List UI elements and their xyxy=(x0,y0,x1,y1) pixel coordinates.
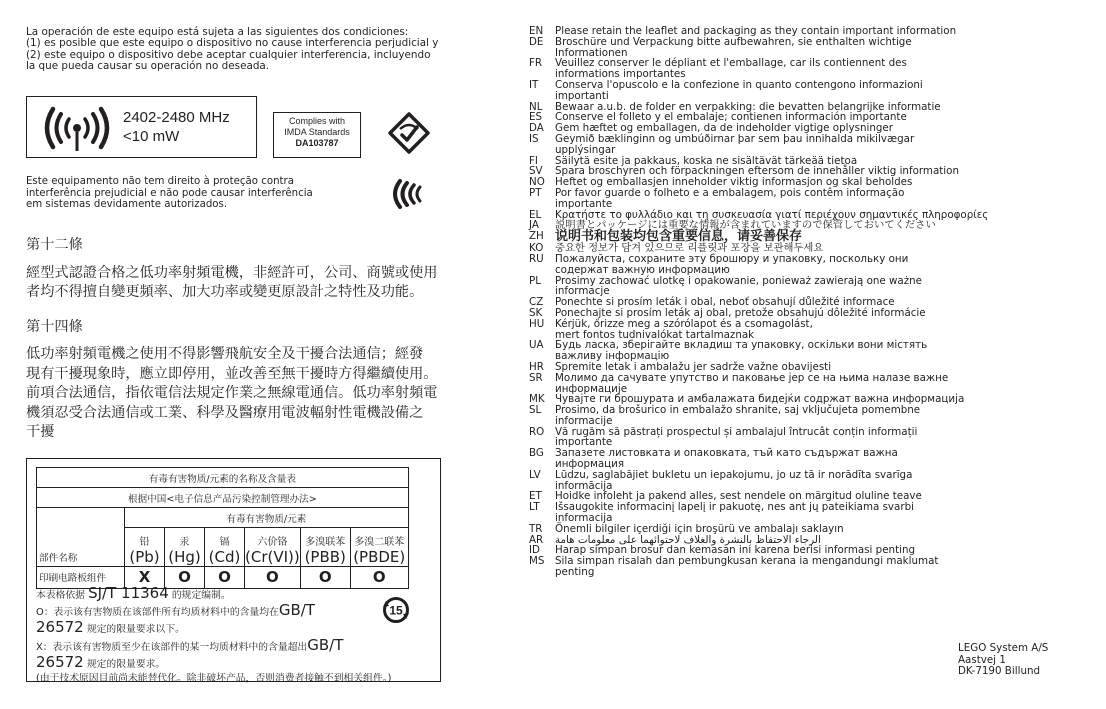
language-code: ES xyxy=(529,111,543,124)
language-text-line: 중요한 정보가 담겨 있으므로 리플릿과 포장을 보관해두세요 xyxy=(555,242,824,255)
substance-cn: 镉 xyxy=(219,536,230,548)
imda-compliance-label xyxy=(273,112,361,158)
language-entry xyxy=(529,470,969,492)
language-code: LT xyxy=(529,501,540,514)
substance-symbol: (Cd) xyxy=(208,547,241,566)
rf-label-box xyxy=(26,96,257,158)
language-text-line: penting xyxy=(555,566,595,579)
article-12-heading: 第十二條 xyxy=(26,237,83,253)
language-code: ID xyxy=(529,544,540,557)
language-code: LV xyxy=(529,468,541,481)
language-text xyxy=(555,37,969,59)
rohs-value: O xyxy=(205,566,245,588)
language-entry xyxy=(529,319,969,341)
note-text: 本表格依据 xyxy=(36,590,89,601)
notice-line: em sistemas devidamente autorizados. xyxy=(26,199,228,211)
paragraph-line: 機須忍受合法通信或工業、科學及醫療用電波輻射性電機設備之 xyxy=(26,404,424,421)
substance-cn: 多溴二联苯 xyxy=(354,536,405,548)
address-line: LEGO System A/S xyxy=(958,642,1049,654)
language-text xyxy=(555,448,969,470)
substance-header xyxy=(245,528,301,567)
rohs-note-footer: (由于技术原因目前尚未能替代化。除非破坏产品，否则消费者接触不到相关组件。) xyxy=(36,673,392,685)
article-14-heading: 第十四條 xyxy=(26,319,83,335)
language-text-line: Prosimo, da brošurico in embalažo shranite, saj vključujeta pomembne xyxy=(555,404,921,417)
language-text xyxy=(555,405,969,427)
substance-symbol: (Cr(VI)) xyxy=(245,547,300,566)
language-text xyxy=(555,134,969,156)
rohs-table xyxy=(36,467,409,589)
substance-header xyxy=(125,528,165,567)
standard-code: GB/T xyxy=(307,635,344,654)
rohs-group-header: 有毒有害物质/元素 xyxy=(125,508,409,528)
rohs-value: O xyxy=(350,566,408,588)
language-text-line: Пожалуйста, сохраните эту брошюру и упаковку, поскольку они xyxy=(555,252,909,265)
language-code: SR xyxy=(529,371,543,384)
language-text-line: الرجاء الاحتفاظ بالنشرة والغلاف لاحتوائهما على معلومات هامة xyxy=(555,533,821,546)
language-text-line: importanti xyxy=(555,89,609,102)
language-entry xyxy=(529,188,969,210)
paragraph-line: 者均不得擅自變更頻率、加大功率或變更原設計之特性及功能。 xyxy=(26,284,424,300)
substance-header xyxy=(300,528,350,567)
language-code: SL xyxy=(529,404,542,417)
substance-cn: 铅 xyxy=(139,536,150,548)
language-text-line: Hoidke infoleht ja pakend alles, sest nendele on märgitud oluline teave xyxy=(555,490,922,503)
language-text xyxy=(555,254,969,276)
language-text-line: Lūdzu, saglabājiet bukletu un iepakojumu, jo uz tā ir norādīta svarīga xyxy=(555,468,913,481)
language-text-line: Veuillez conserver le dépliant et l'emballage, car ils contiennent des xyxy=(555,57,907,70)
language-text-line: informacije xyxy=(555,414,613,427)
language-text-line: Spremite letak i ambalažu jer sadrže važne obavijesti xyxy=(555,360,832,373)
language-text-line: Please retain the leaflet and packaging as they contain important information xyxy=(555,25,957,37)
wireless-antenna-icon xyxy=(39,103,129,153)
language-text-line: Ponechajte si prosím leták aj obal, pretože obsahujú dôležité informácie xyxy=(555,306,926,319)
language-text xyxy=(555,340,969,362)
language-text xyxy=(555,188,969,210)
standard-code: GB/T xyxy=(278,601,315,620)
imda-line: IMDA Standards xyxy=(284,127,350,137)
language-code: SV xyxy=(529,165,543,178)
language-code: RO xyxy=(529,425,545,438)
language-code: AR xyxy=(529,533,544,546)
language-code: NL xyxy=(529,100,543,113)
note-text: 规定的限量要求以下。 xyxy=(83,624,185,636)
rf-power: <10 mW xyxy=(123,128,180,145)
language-text-line: Κρατήστε το φυλλάδιο και τη συσκευασία γιατί περιέχουν σημαντικές πληροφορίες xyxy=(555,208,989,221)
language-text-line: Bewaar a.u.b. de folder en verpakking: die bevatten belangrijke informatie xyxy=(555,100,941,113)
language-code: RU xyxy=(529,252,544,265)
language-notice-list xyxy=(529,25,989,579)
language-code: MS xyxy=(529,555,545,568)
notice-line: (1) es posible que este equipo o dispositivo no cause interferencia perjudicial y xyxy=(26,37,439,50)
language-entry xyxy=(529,448,969,470)
language-code: PT xyxy=(529,186,542,199)
language-text-line: Harap simpan brosur dan kemasan ini karena berisi informasi penting xyxy=(555,544,916,557)
language-text-line: Запазете листовката и опаковката, тъй като съдържат важна xyxy=(555,447,898,460)
language-text-line: informācija xyxy=(555,479,613,492)
language-text-line: информация xyxy=(555,458,625,471)
language-code: BG xyxy=(529,447,544,460)
notice-line: la que pueda causar su operación no deseada. xyxy=(26,60,270,73)
language-text-line: Vă rugăm să păstrați prospectul și ambalajul întrucât conțin informații xyxy=(555,425,918,438)
environmental-use-period-icon xyxy=(381,595,411,625)
language-code: NO xyxy=(529,176,545,189)
paragraph-line: 現有干擾現象時，應立即停用，並改善至無干擾時方得繼續使用。 xyxy=(26,365,438,382)
language-code: MK xyxy=(529,393,545,406)
language-text-line: Por favor guarde o folheto e a embalagem, pois contêm informação xyxy=(555,186,905,199)
substance-cn: 多溴联苯 xyxy=(305,536,346,548)
language-text-line: mert fontos tudnivalókat tartalmaznak xyxy=(555,328,755,341)
language-code: HU xyxy=(529,317,545,330)
language-entry xyxy=(529,254,969,276)
rohs-value: O xyxy=(245,566,301,588)
language-code: KO xyxy=(529,242,544,255)
paragraph-line: 經型式認證合格之低功率射頻電機，非經許可，公司、商號或使用 xyxy=(26,265,438,281)
language-text-line: Geymið bæklinginn og umbúðirnar þar sem þau innihalda mikilvægar xyxy=(555,132,915,145)
language-code: JA xyxy=(529,219,539,232)
language-text-line: informacija xyxy=(555,512,613,525)
language-text-line: Önemli bilgiler içerdiği için broşürü ve ambalajı saklayın xyxy=(555,522,844,535)
language-text-line: важливу інформацію xyxy=(555,350,670,363)
language-code: IS xyxy=(529,132,539,145)
language-text-line: Broschüre und Verpackung bitte aufbewahren, sie enthalten wichtige xyxy=(555,35,912,48)
language-text-line: informations importantes xyxy=(555,68,686,81)
language-text-line: Säilytä esite ja pakkaus, koska ne sisältävät tärkeää tietoa xyxy=(555,154,858,167)
language-text xyxy=(555,470,969,492)
language-entry xyxy=(529,340,969,362)
language-text-line: Ponechte si prosím leták i obal, neboť obsahují důležité informace xyxy=(555,296,895,309)
note-text: 规定的限量要求。 xyxy=(83,658,166,670)
notice-line: Este equipamento não tem direito à proteção contra xyxy=(26,176,294,187)
language-entry xyxy=(529,58,969,80)
note-text: X：表示该有害物质至少在该部件的某一均质材料中的含量超出 xyxy=(36,641,308,653)
rohs-part-header: 部件名称 xyxy=(37,528,125,567)
address-line: DK-7190 Billund xyxy=(958,665,1041,678)
substance-symbol: (Hg) xyxy=(168,547,201,566)
substance-symbol: (PBB) xyxy=(304,547,346,566)
language-code: FR xyxy=(529,57,543,70)
substance-header xyxy=(350,528,408,567)
language-code: TR xyxy=(529,522,543,535)
language-text-line: Чувајте ги брошурата и амбалажата бидејќи содржат важна информација xyxy=(555,393,965,406)
standard-code: SJ/T 11364 xyxy=(88,584,169,602)
imda-line: Complies with xyxy=(288,116,346,126)
language-entry xyxy=(529,373,969,395)
language-entry xyxy=(529,276,969,298)
anatel-signal-icon xyxy=(390,178,424,210)
address-line: Aastvej 1 xyxy=(958,653,1006,666)
language-code: CZ xyxy=(529,296,544,309)
language-code: DE xyxy=(529,35,544,48)
language-text xyxy=(555,427,969,449)
language-text xyxy=(555,80,969,102)
language-code: ZH xyxy=(529,230,544,243)
article-14-text xyxy=(26,345,437,443)
language-text xyxy=(555,276,969,298)
language-text-line: Spara broschyren och förpackningen eftersom de innehåller viktig information xyxy=(555,165,959,178)
language-text-line: Informationen xyxy=(555,46,628,59)
language-code: PL xyxy=(529,274,541,287)
article-12-text xyxy=(26,264,437,302)
rohs-note-x xyxy=(36,635,436,655)
company-address xyxy=(958,643,1048,678)
language-text xyxy=(555,319,969,341)
language-text-line: Sila simpan risalah dan pembungkusan kerana ia mengandungi maklumat xyxy=(555,555,939,568)
substance-header xyxy=(165,528,205,567)
language-code: SK xyxy=(529,306,543,319)
standard-number: 26572 xyxy=(36,652,84,671)
rohs-notes xyxy=(36,586,436,686)
language-text-line: содержат важную информацию xyxy=(555,263,730,276)
paragraph-line: 前項合法通信，指依電信法規定作業之無線電通信。低功率射頻電 xyxy=(26,385,438,401)
language-text-line: Gem hæftet og emballagen, da de indeholder vigtige oplysninger xyxy=(555,122,893,135)
language-code: EL xyxy=(529,208,542,221)
language-entry xyxy=(529,134,969,156)
rohs-value: O xyxy=(165,566,205,588)
language-entry xyxy=(529,80,969,102)
substance-symbol: (Pb) xyxy=(129,547,160,566)
language-entry xyxy=(529,405,969,427)
rohs-note-o xyxy=(36,603,436,620)
rohs-title: 有毒有害物质/元素的名称及含量表 xyxy=(37,468,409,488)
language-code: ET xyxy=(529,490,542,503)
language-text xyxy=(555,502,969,524)
paragraph-line: 干擾 xyxy=(26,424,55,440)
substance-symbol: (PBDE) xyxy=(353,547,406,566)
language-code: FI xyxy=(529,154,538,167)
epup-years: 15 xyxy=(389,603,403,618)
language-entry xyxy=(529,37,969,59)
rohs-basis: 根据中国<电子信息产品污染控制管理办法> xyxy=(37,488,409,508)
language-text-line: Conserva l'opuscolo e la confezione in quanto contengono informazioni xyxy=(555,78,923,91)
language-code: UA xyxy=(529,339,544,352)
paragraph-line: 低功率射頻電機之使用不得影響飛航安全及干擾合法通信；經發 xyxy=(26,346,424,362)
language-text-line: Išsaugokite informacinį lapelį ir pakuotę, nes ant jų pateikiama svarbi xyxy=(555,501,914,514)
language-text xyxy=(555,373,969,395)
language-text-line: Будь ласка, зберігайте вкладиш та упаковку, оскільки вони містять xyxy=(555,339,928,352)
rohs-value: O xyxy=(300,566,350,588)
language-text xyxy=(555,58,969,80)
language-text-line: importante xyxy=(555,197,613,210)
spanish-compliance-notice xyxy=(26,27,496,73)
language-text-line: Heftet og emballasjen inneholder viktig informasjon og skal beholdes xyxy=(555,176,913,189)
language-text-line: 说明书和包装均包含重要信息，请妥善保存 xyxy=(555,229,803,245)
rohs-note-basis xyxy=(36,586,436,603)
standard-number: 26572 xyxy=(36,618,84,637)
portuguese-notice xyxy=(26,176,356,211)
substance-cn: 汞 xyxy=(179,536,190,548)
substance-cn: 六价铬 xyxy=(257,536,288,548)
language-code: DA xyxy=(529,122,544,135)
language-entry xyxy=(529,427,969,449)
language-text xyxy=(555,556,969,578)
language-text-line: importante xyxy=(555,436,613,449)
notice-line: La operación de este equipo está sujeta a las siguientes dos condiciones: xyxy=(26,26,409,38)
language-text-line: 説明書とパッケージには重要な情報が含まれていますので保管しておいてください xyxy=(555,219,936,232)
rohs-note-o-cont xyxy=(36,620,436,637)
rohs-row-label: 印刷电路板组件 xyxy=(37,566,125,588)
notice-line: (2) este equipo o dispositivo debe aceptar cualquier interferencia, incluyendo xyxy=(26,48,431,61)
notice-line: interferência prejudicial e não pode causar interferência xyxy=(26,187,313,199)
rohs-value: X xyxy=(125,566,165,588)
rcm-mark-icon xyxy=(388,112,430,154)
imda-code: DA103787 xyxy=(295,138,339,148)
rf-frequency: 2402-2480 MHz xyxy=(123,109,230,126)
language-text-line: informacje xyxy=(555,285,610,298)
note-text: O：表示该有害物质在该部件所有均质材料中的含量均在 xyxy=(36,607,279,619)
language-text-line: Conserve el folleto y el embalaje; contienen información importante xyxy=(555,111,907,124)
language-text-line: Prosimy zachować ulotkę i opakowanie, ponieważ zawierają one ważne xyxy=(555,274,923,287)
language-text-line: Молимо да сачувате упутство и паковање јер се на њима налазе важне xyxy=(555,371,949,384)
note-text: 的规定编制。 xyxy=(168,590,231,601)
rohs-note-x-cont xyxy=(36,652,436,672)
language-text-line: информације xyxy=(555,382,628,395)
language-code: EN xyxy=(529,25,544,37)
language-entry xyxy=(529,502,969,524)
language-entry xyxy=(529,556,969,578)
language-code: IT xyxy=(529,78,539,91)
language-text-line: Kérjük, őrizze meg a szórólapot és a csomagolást, xyxy=(555,317,813,330)
substance-header xyxy=(205,528,245,567)
language-code: HR xyxy=(529,360,544,373)
language-text-line: upplýsingar xyxy=(555,143,616,156)
